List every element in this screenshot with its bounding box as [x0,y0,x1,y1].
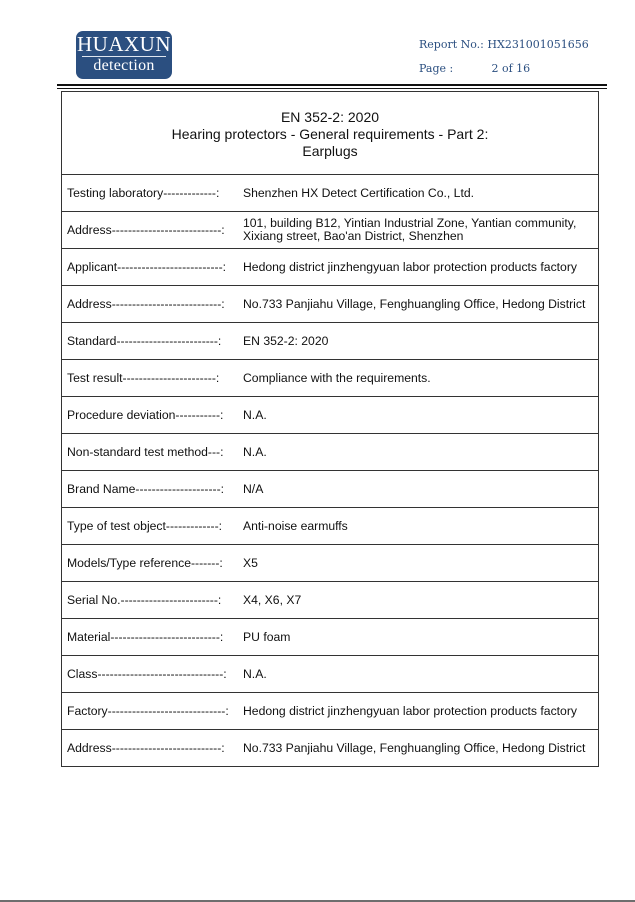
standard-code: EN 352-2: 2020 [280,108,380,125]
field-value: Shenzhen HX Detect Certification Co., Ltd. [239,175,599,212]
table-row [62,286,599,323]
field-label: Non-standard test method---: [62,434,240,471]
field-label: Address---------------------------: [62,730,240,767]
field-label: Applicant--------------------------: [62,249,240,286]
report-number-value: HX231001051656 [487,38,589,51]
field-value: 101, building B12, Yintian Industrial Zone, Yantian community, Xixiang street, Bao'an District, Shenzhen [239,212,599,249]
field-label: Standard-------------------------: [62,323,240,360]
field-value: Anti-noise earmuffs [239,508,599,545]
field-value: N.A. [239,397,599,434]
table-row [62,434,599,471]
field-value: N/A [239,471,599,508]
report-summary-table [61,91,599,767]
table-row [62,397,599,434]
header-rule-thin [57,88,607,89]
logo-subtitle: detection [93,57,155,74]
page-indicator [419,62,530,75]
field-label: Brand Name---------------------: [62,471,240,508]
table-row [62,323,599,360]
table-row [62,175,599,212]
field-label: Serial No.------------------------: [62,582,240,619]
standard-title: Hearing protectors - General requirements - Part 2: [171,125,489,142]
table-row [62,471,599,508]
table-row [62,693,599,730]
field-label: Test result-----------------------: [62,360,240,397]
title-row [62,92,599,175]
company-logo [76,31,172,79]
page-label: Page : [419,62,454,75]
header-rule-thick [57,84,607,86]
logo-wordmark: HUAXUN [77,32,171,56]
field-label: Material---------------------------: [62,619,240,656]
field-value: Hedong district jinzhengyuan labor protection products factory [239,693,599,730]
field-label: Type of test object-------------: [62,508,240,545]
field-value: X5 [239,545,599,582]
field-label: Factory-----------------------------: [62,693,240,730]
field-value: X4, X6, X7 [239,582,599,619]
field-value: PU foam [239,619,599,656]
report-number [419,38,589,51]
table-row [62,730,599,767]
table-row [62,360,599,397]
table-row [62,582,599,619]
table-row [62,656,599,693]
table-row [62,545,599,582]
field-label: Address---------------------------: [62,286,240,323]
field-value: No.733 Panjiahu Village, Fenghuangling Office, Hedong District [239,730,599,767]
table-row [62,619,599,656]
field-value: EN 352-2: 2020 [239,323,599,360]
field-label: Models/Type reference-------: [62,545,240,582]
field-value: No.733 Panjiahu Village, Fenghuangling Office, Hedong District [239,286,599,323]
page-value: 2 of 16 [491,62,531,75]
table-row [62,508,599,545]
standard-subtitle: Earplugs [302,142,358,159]
field-label: Procedure deviation-----------: [62,397,240,434]
field-value: N.A. [239,434,599,471]
field-label: Address---------------------------: [62,212,240,249]
title-cell [62,92,599,175]
field-value: N.A. [239,656,599,693]
field-value: Hedong district jinzhengyuan labor protection products factory [239,249,599,286]
field-label: Class-------------------------------: [62,656,240,693]
field-label: Testing laboratory-------------: [62,175,240,212]
table-row [62,212,599,249]
table-row [62,249,599,286]
field-value: Compliance with the requirements. [239,360,599,397]
report-number-label: Report No.: [419,38,484,51]
